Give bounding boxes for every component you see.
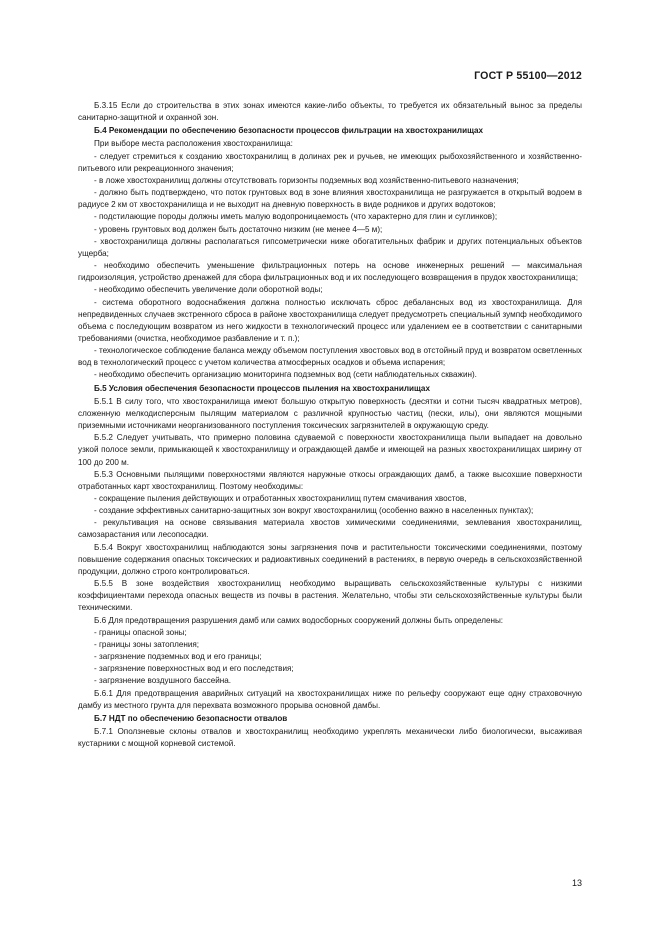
list-item: - загрязнение подземных вод и его границы; — [94, 652, 262, 662]
paragraph-intro: При выборе места расположения хвостохранилища: — [94, 139, 293, 149]
paragraph-b-7-1: Б.7.1 Оползневые склоны отвалов и хвостохранилищ необходимо укреплять механически либо биологически, высаживая кустарники с мощной корневой системой. — [78, 726, 582, 749]
list-item: - границы опасной зоны; — [94, 627, 187, 637]
list-item: - в ложе хвостохранилищ должны отсутствовать горизонты подземных вод хозяйственно-питьевого назначения; — [94, 175, 519, 185]
list-item: - технологическое соблюдение баланса между объемом поступления хвостовых вод в отстойный пруд и возвратом осветленных вод в технологический процесс с учетом количества атмосферных осадков и объема испарения; — [78, 346, 582, 368]
list-item: - должно быть подтверждено, что поток грунтовых вод в зоне влияния хвостохранилища не разгружается в открытый водоем в радиусе 2 км от хвостохранилища и не выходит на дневную поверхность в виде родников и других водотоков; — [78, 188, 582, 210]
list-item: - загрязнение воздушного бассейна. — [94, 676, 232, 686]
list-item: - границы зоны затопления; — [94, 639, 200, 649]
paragraph-b-6: Б.6 Для предотвращения разрушения дамб или самих водосборных сооружений должны быть определены: — [94, 615, 504, 625]
paragraph-b-6-1: Б.6.1 Для предотвращения аварийных ситуаций на хвостохранилищах ниже по рельефу сооружают еще одну страховочную дамбу из местного грунта для перехвата возможного прорыва основной дамбы. — [78, 688, 582, 710]
paragraph-b-3-15: Б.3.15 Если до строительства в этих зонах имеются какие-либо объекты, то требуется их обязательный вынос за пределы санитарно-защитной и охранной зон. — [78, 101, 582, 123]
paragraph-b-5-4: Б.5.4 Вокруг хвостохранилищ наблюдаются зоны загрязнения почв и растительности токсическими соединениями, поэтому повышение содержания опасных токсических и радиоактивных соединений в растениях, в первую очередь в сельскохозяйственной продукции, должно строго контролироваться. — [78, 542, 582, 576]
list-item: - следует стремиться к созданию хвостохранилищ в долинах рек и ручьев, не имеющих рыбохозяйственного и хозяйственно-питьевого или рекреационного значения; — [78, 151, 582, 173]
list-item: - хвостохранилища должны располагаться гипсометрически ниже обогатительных фабрик и других потенциальных объектов ущерба; — [78, 236, 582, 258]
paragraph-b-5-3: Б.5.3 Основными пылящими поверхностями являются наружные откосы ограждающих дамб, а также высохшие поверхности отработанных карт хвостохранилищ. Поэтому необходимы: — [78, 469, 582, 491]
list-item: - необходимо обеспечить уменьшение фильтрационных потерь на основе инженерных решений — максимальная гидроизоляция, устройство дренажей для сбора фильтрационных вод и их последующего возвращения в прудок хвостохранилища; — [78, 261, 582, 283]
section-heading-b-7: Б.7 НДТ по обеспечению безопасности отвалов — [94, 713, 288, 723]
document-body — [78, 100, 582, 750]
section-heading-b-4: Б.4 Рекомендации по обеспечению безопасности процессов фильтрации на хвостохранилищах — [94, 126, 484, 136]
list-item: - необходимо обеспечить организацию мониторинга подземных вод (сети наблюдательных скважин). — [94, 370, 477, 380]
page-number: 13 — [571, 878, 582, 888]
paragraph-b-5-2: Б.5.2 Следует учитывать, что примерно половина сдуваемой с поверхности хвостохранилища пыли выпадает на довольно узкой полосе земли, примыкающей к хвостохранилищу и ограждающей дамбе и имеющей на разных хвостохранилищах ширину от 100 до 200 м. — [78, 433, 582, 467]
paragraph-b-5-1: Б.5.1 В силу того, что хвостохранилища имеют большую открытую поверхность (десятки и сотни тысяч квадратных метров), сложенную мелкодисперсным пылящим материалом с различной крупностью частиц (пески, илы), они являются мощными приземными источниками неорганизованного поступления токсических загрязнителей в окружающую среду. — [78, 396, 582, 431]
section-heading-b-5: Б.5 Условия обеспечения безопасности процессов пыления на хвостохранилищах — [94, 383, 430, 393]
list-item: - уровень грунтовых вод должен быть достаточно низким (не менее 4—5 м); — [94, 224, 383, 234]
list-item: - сокращение пыления действующих и отработанных хвостохранилищ путем смачивания хвостов, — [94, 494, 467, 503]
list-item: - необходимо обеспечить увеличение доли оборотной воды; — [94, 285, 323, 295]
list-item: - рекультивация на основе связывания материала хвостов химическими соединениями, землевания хвостохранилищ, самозарастания или лесопосадки. — [78, 518, 582, 540]
list-item: - система оборотного водоснабжения должна полностью исключать сброс дебалансных вод из хвостохранилища. Для непредвиденных случаев экстренного сброса в районе хвостохранилища следует предусмотреть специальный зумпф необходимого объема с последующим возвратом из него жидкости в технологический процесс или удалением ее в соответствии с санитарными требованиями (очистка, необходимое разбавление и т. п.); — [78, 297, 582, 343]
list-item: - подстилающие породы должны иметь малую водопроницаемость (что характерно для глин и суглинков); — [94, 212, 498, 222]
list-item: - создание эффективных санитарно-защитных зон вокруг хвостохранилищ (особенно важно в населенных пунктах); — [94, 506, 534, 516]
document-id-header: ГОСТ Р 55100—2012 — [474, 70, 582, 82]
paragraph-b-5-5: Б.5.5 В зоне воздействия хвостохранилищ необходимо выращивать сельскохозяйственные культуры с низкими коэффициентами перехода опасных веществ из почвы в растения. Желательно, чтобы эти сельскохозяйственные культуры были техническими. — [78, 579, 582, 613]
list-item: - загрязнение поверхностных вод и его последствия; — [94, 664, 294, 674]
